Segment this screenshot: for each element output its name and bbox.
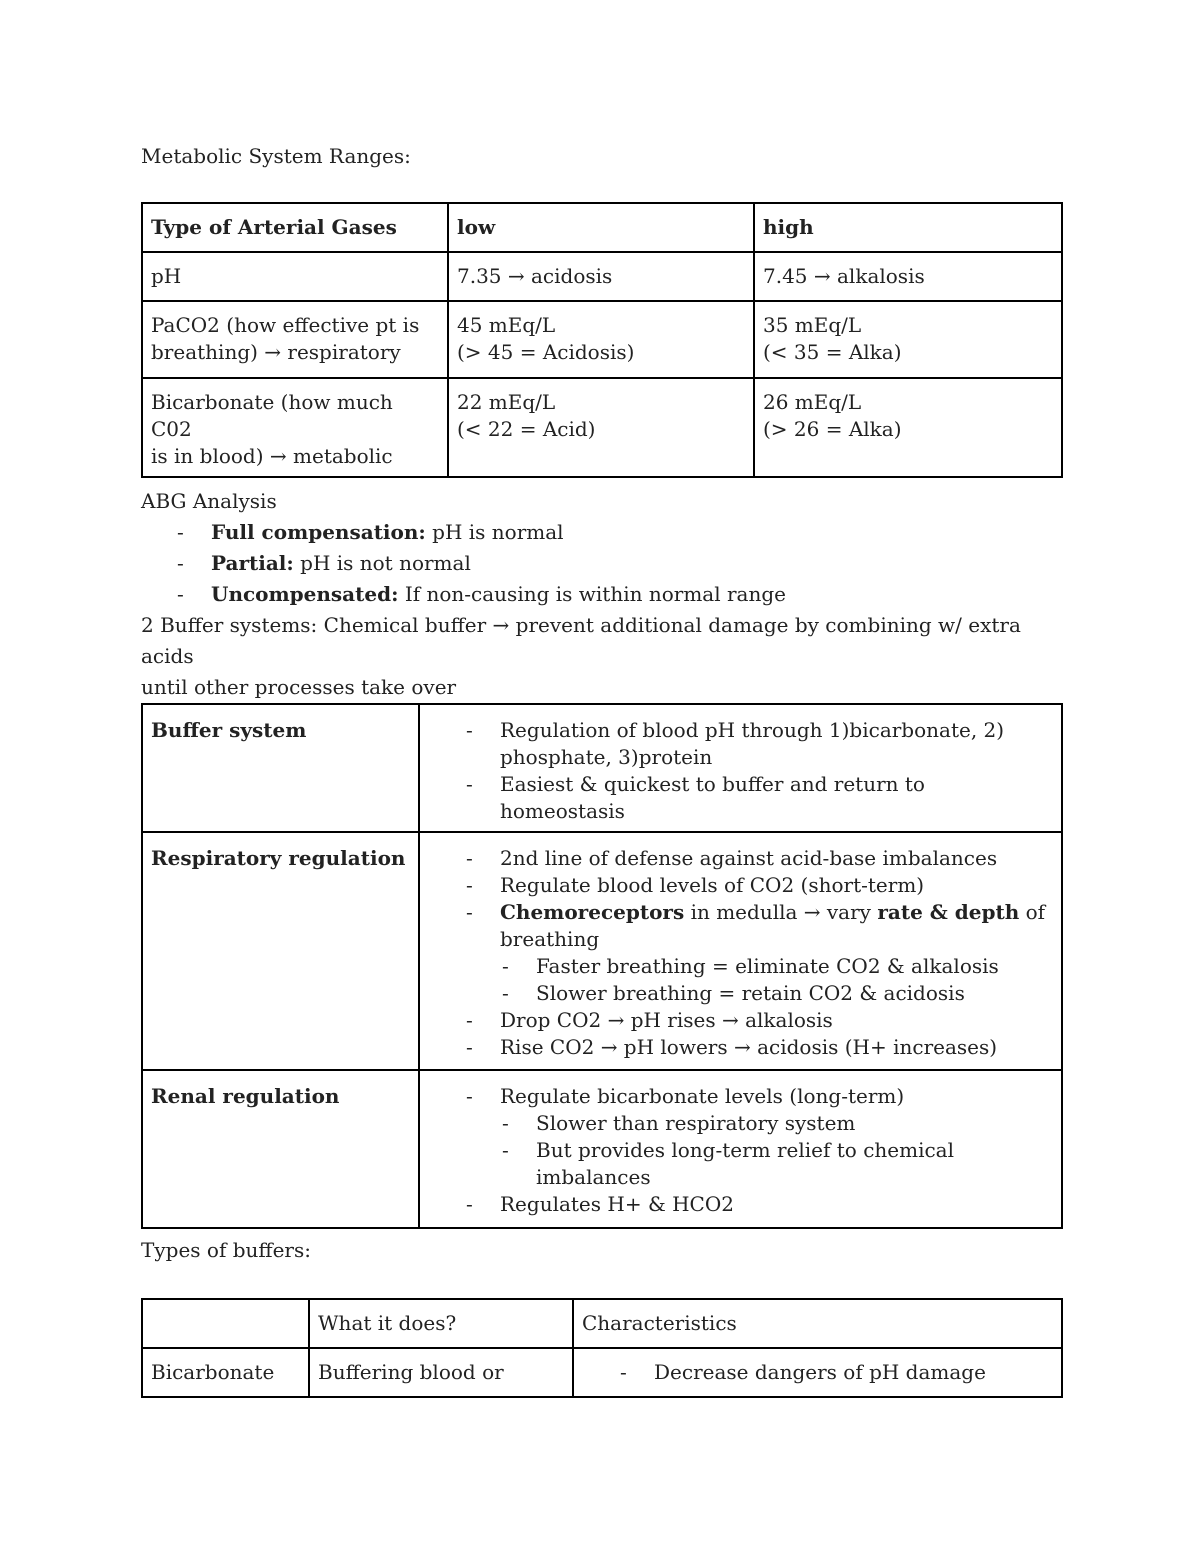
list-item: - Easiest & quickest to buffer and return to homeostasis (464, 771, 1053, 825)
cell-type (142, 301, 448, 378)
list-item (141, 517, 1041, 548)
sub-list-item: - Slower than respiratory system (500, 1110, 1053, 1137)
table-row-renal (142, 1070, 1062, 1228)
cell-line: 35 mEq/L (763, 313, 862, 337)
chemo-text: in medulla → vary (684, 900, 878, 924)
cell-line: 26 mEq/L (763, 390, 862, 414)
row-label: Buffer system (142, 704, 419, 832)
content-list (618, 1359, 1053, 1386)
sub-list-item: - Faster breathing = eliminate CO2 & alkalosis (500, 953, 1053, 980)
list-item: - Regulate blood levels of CO2 (short-term) (464, 872, 1053, 899)
header-what-it-does: What it does? (309, 1299, 573, 1348)
content-list (464, 717, 1053, 825)
content-list (464, 1083, 1053, 1218)
list-item: - Rise CO2 → pH lowers → acidosis (H+ increases) (464, 1034, 1053, 1061)
cell-line: 45 mEq/L (457, 313, 556, 337)
row-label: Renal regulation (142, 1070, 419, 1228)
header-low: low (448, 203, 754, 252)
abg-list (141, 517, 1041, 610)
chemo-bold: Chemoreceptors (500, 900, 685, 924)
row-content (419, 1070, 1062, 1228)
abg-analysis-section (141, 486, 1041, 703)
sub-list (500, 1110, 1053, 1191)
item-label: Full compensation: (211, 520, 426, 544)
cell-high: 7.45 → alkalosis (754, 252, 1062, 301)
buffer-types-table (141, 1298, 1063, 1398)
section-title-metabolic: Metabolic System Ranges: (141, 144, 411, 168)
cell-line: breathing) → respiratory (151, 340, 401, 364)
table-header-row (142, 203, 1062, 252)
list-item (141, 548, 1041, 579)
cell-line: (< 22 = Acid) (457, 417, 596, 441)
cell-high (754, 301, 1062, 378)
cell-line: 22 mEq/L (457, 390, 556, 414)
item-text: pH is not normal (293, 551, 471, 575)
sub-list-item: - But provides long-term relief to chemical imbalances (500, 1137, 1053, 1191)
row-content (419, 832, 1062, 1070)
header-empty (142, 1299, 309, 1348)
table-row (142, 1348, 1062, 1397)
table-row-bicarbonate (142, 378, 1062, 477)
cell-low (448, 301, 754, 378)
row-label: Respiratory regulation (142, 832, 419, 1070)
cell-line: (< 35 = Alka) (763, 340, 902, 364)
header-high: high (754, 203, 1062, 252)
cell-low: 7.35 → acidosis (448, 252, 754, 301)
list-item (141, 579, 1041, 610)
sub-list-item: - Slower breathing = retain CO2 & acidosis (500, 980, 1053, 1007)
cell-type (142, 378, 448, 477)
item-text: If non-causing is within normal range (398, 582, 786, 606)
item-label: Partial: (211, 551, 294, 575)
header-characteristics: Characteristics (573, 1299, 1062, 1348)
table-row-respiratory (142, 832, 1062, 1070)
regulation-table (141, 703, 1063, 1229)
cell-type: pH (142, 252, 448, 301)
buffer-systems-line: until other processes take over (141, 675, 457, 699)
cell-line: is in blood) → metabolic (151, 444, 393, 468)
table-header-row (142, 1299, 1062, 1348)
cell-does: Buffering blood or (309, 1348, 573, 1397)
list-item: - 2nd line of defense against acid-base imbalances (464, 845, 1053, 872)
chemo-text: of breathing (500, 900, 1046, 951)
cell-line: (> 45 = Acidosis) (457, 340, 635, 364)
cell-line: Bicarbonate (how much C02 (151, 390, 393, 441)
item-label: Uncompensated: (211, 582, 399, 606)
list-item (464, 1083, 1053, 1191)
cell-high (754, 378, 1062, 477)
sub-list (500, 953, 1053, 1007)
row-content (419, 704, 1062, 832)
table-row-buffer-system (142, 704, 1062, 832)
table-row-paco2 (142, 301, 1062, 378)
chemo-bold: rate & depth (877, 900, 1020, 924)
list-item: - Regulates H+ & HCO2 (464, 1191, 1053, 1218)
item-text: Regulate bicarbonate levels (long-term) (500, 1084, 905, 1108)
list-item: - Regulation of blood pH through 1)bicarbonate, 2) phosphate, 3)protein (464, 717, 1053, 771)
cell-name: Bicarbonate (142, 1348, 309, 1397)
item-text: pH is normal (425, 520, 564, 544)
buffer-systems-line: 2 Buffer systems: Chemical buffer → prevent additional damage by combining w/ extra acids (141, 613, 1021, 668)
list-item: - Drop CO2 → pH rises → alkalosis (464, 1007, 1053, 1034)
list-item (464, 899, 1053, 1007)
table-row-ph (142, 252, 1062, 301)
header-type: Type of Arterial Gases (142, 203, 448, 252)
list-item: - Decrease dangers of pH damage (618, 1359, 1053, 1386)
cell-line: PaCO2 (how effective pt is (151, 313, 420, 337)
arterial-gases-table (141, 202, 1063, 478)
section-title-buffers: Types of buffers: (141, 1238, 311, 1262)
cell-low (448, 378, 754, 477)
cell-characteristics (573, 1348, 1062, 1397)
content-list (464, 845, 1053, 1061)
cell-line: (> 26 = Alka) (763, 417, 902, 441)
abg-title: ABG Analysis (141, 489, 277, 513)
